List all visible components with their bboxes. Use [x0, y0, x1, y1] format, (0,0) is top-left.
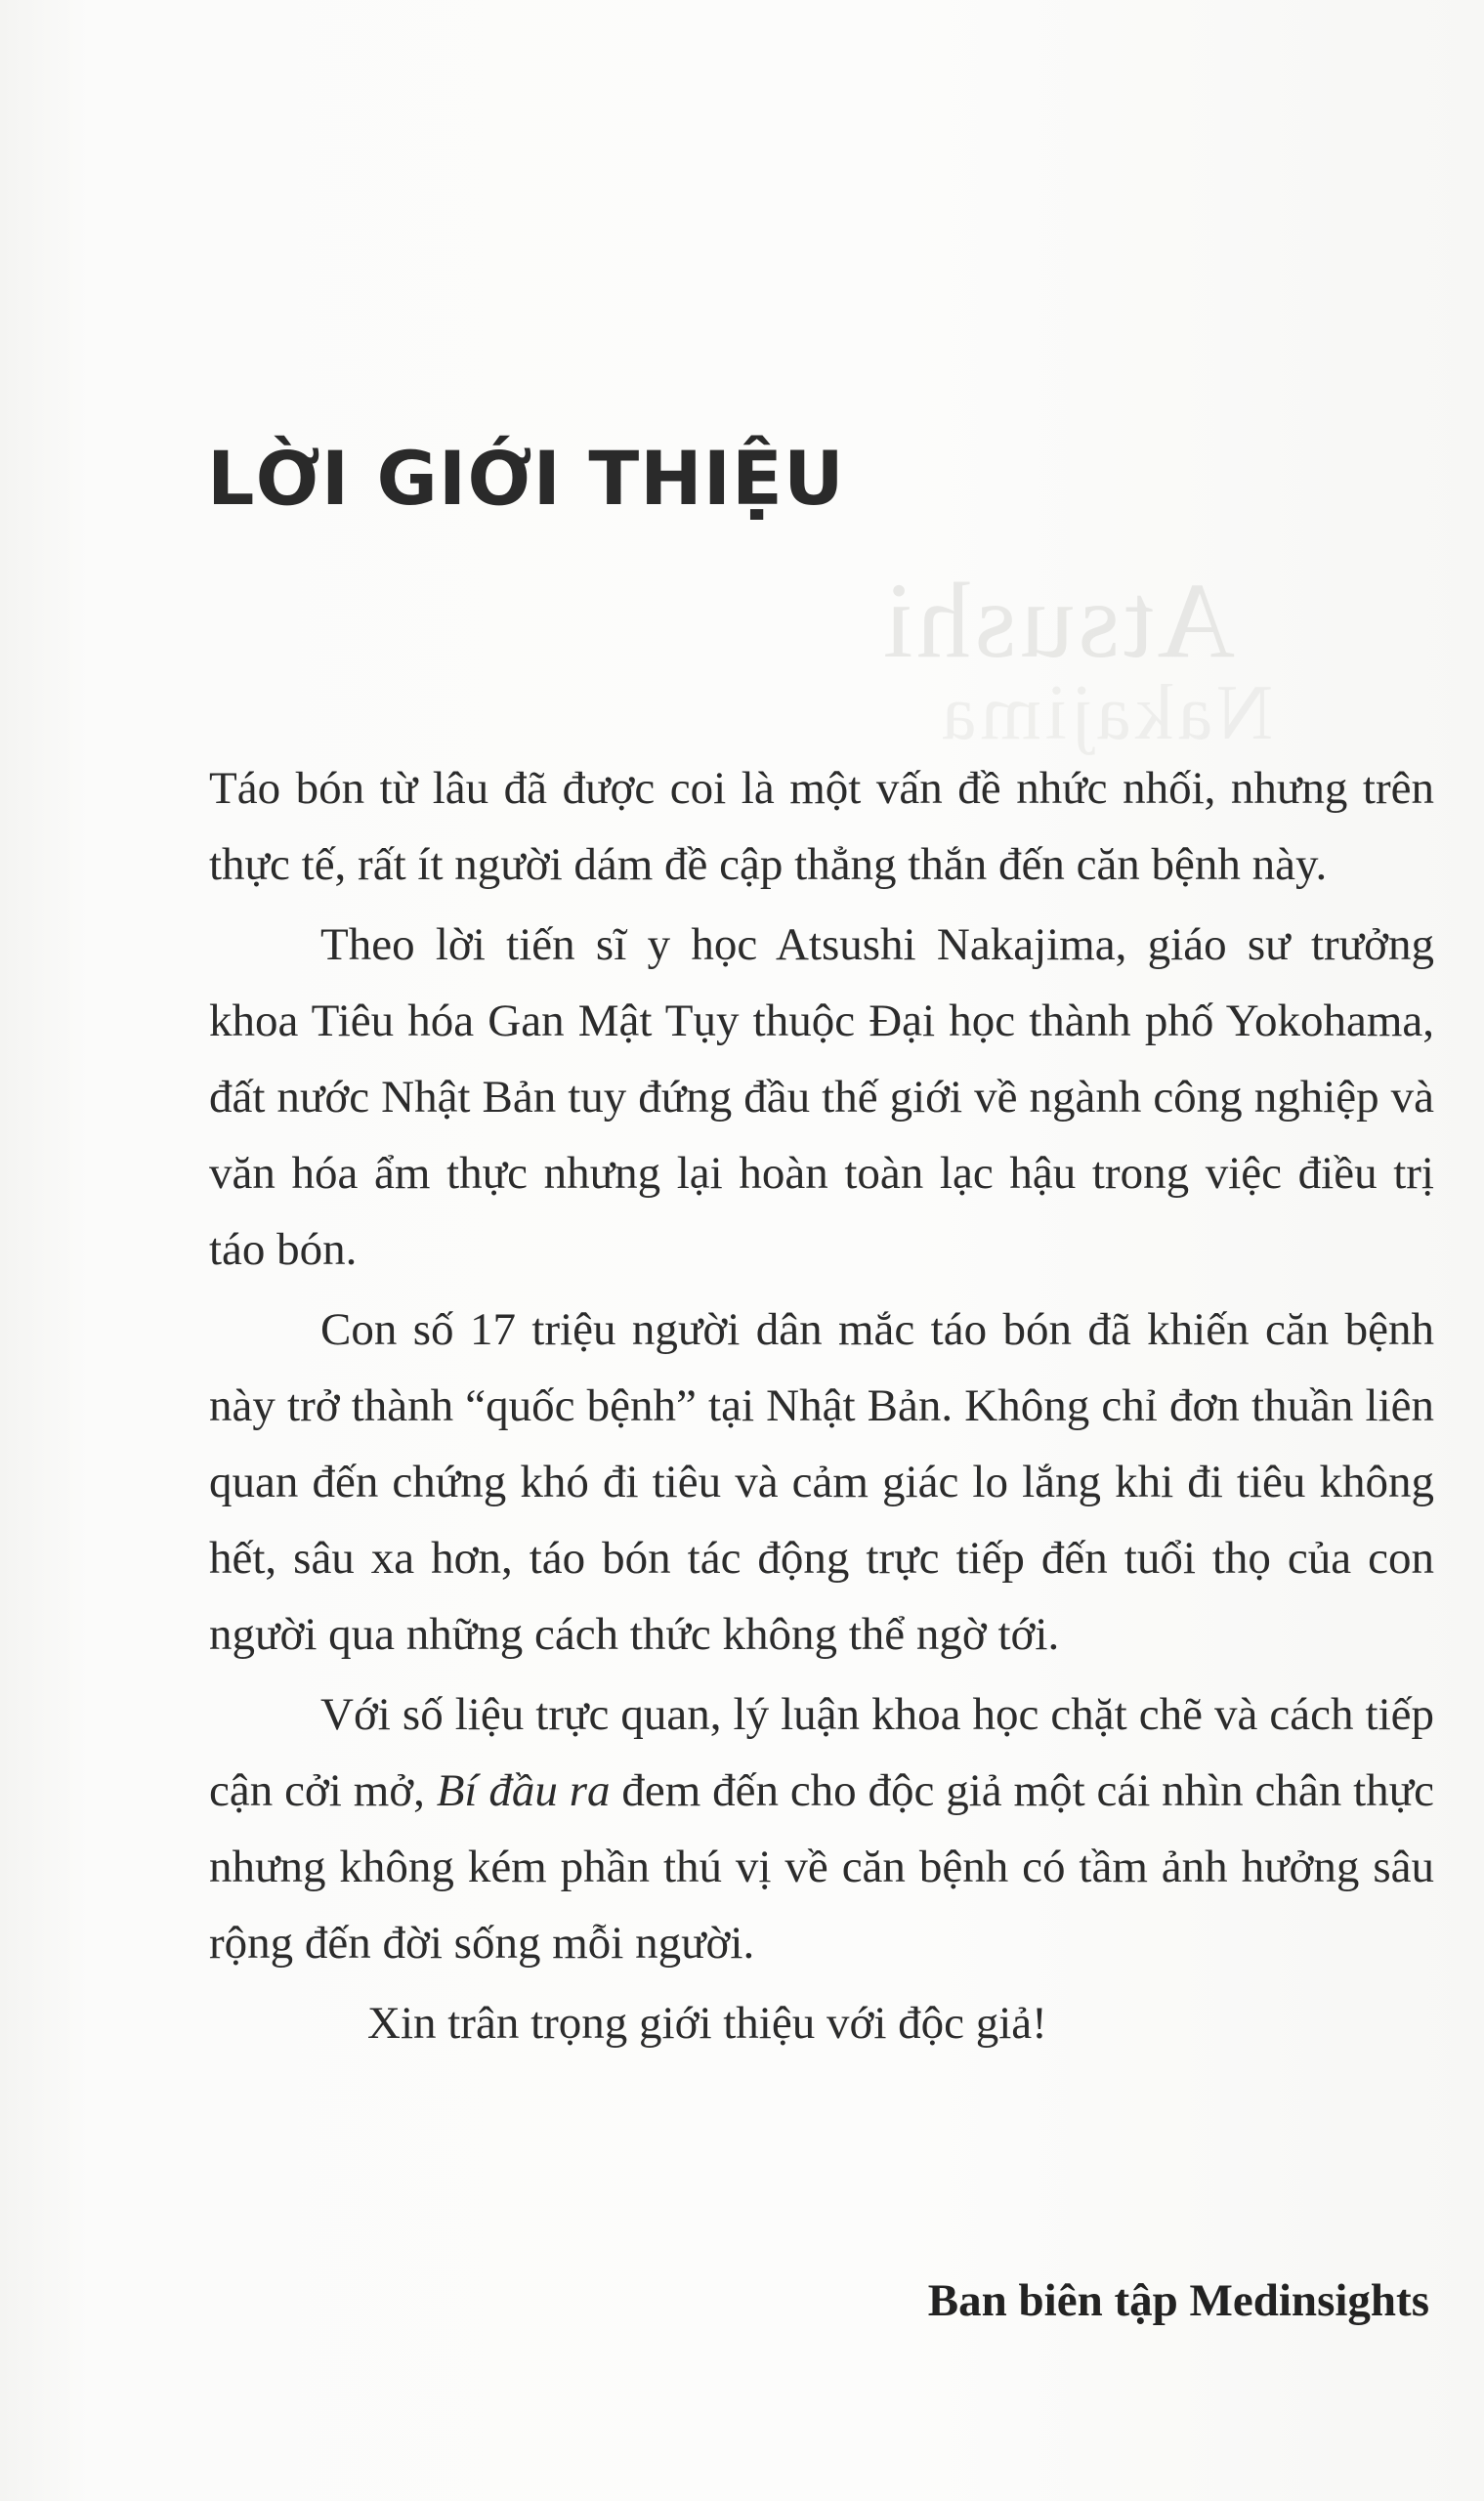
- page-title: LỜI GIỚI THIỆU: [207, 435, 845, 522]
- paragraph-4: [209, 1676, 1434, 1981]
- closing-line: Xin trân trọng giới thiệu với độc giả!: [367, 1998, 1047, 2049]
- book-title: Bí đầu ra: [436, 1765, 611, 1816]
- paragraph-3: Con số 17 triệu người dân mắc táo bón đã khiến căn bệnh này trở thành “quốc bệnh” tại Nhật Bản. Không chỉ đơn thuần liên quan đến chứng khó đi tiêu và cảm giác lo lắng khi đi tiêu không hết, sâu xa hơn, táo bón tác động trực tiếp đến tuổi thọ của con người qua những cách thức không thể ngờ tới.: [209, 1304, 1434, 1660]
- signature: Ban biên tập Medinsights: [927, 2275, 1429, 2326]
- paragraph-4-before: Với số liệu trực quan, lý luận khoa học chặt chẽ và cách tiếp cận cởi mở,: [209, 1689, 1434, 1816]
- introduction-body: [209, 750, 1434, 2065]
- show-through-text-2: Nakajima: [938, 670, 1273, 756]
- paragraph-1: Táo bón từ lâu đã được coi là một vấn đề nhức nhối, nhưng trên thực tế, rất ít người dám đề cập thẳng thắn đến căn bệnh này.: [209, 763, 1434, 890]
- show-through-text: Atsushi: [879, 561, 1236, 680]
- paragraph-4-after: đem đến cho độc giả một cái nhìn chân thực nhưng không kém phần thú vị về căn bệnh có tầm ảnh hưởng sâu rộng đến đời sống mỗi người.: [209, 1765, 1434, 1969]
- paragraph-2: Theo lời tiến sĩ y học Atsushi Nakajima, giáo sư trưởng khoa Tiêu hóa Gan Mật Tụy thuộc Đại học thành phố Yokohama, đất nước Nhật Bản tuy đứng đầu thế giới về ngành công nghiệp và văn hóa ẩm thực nhưng lại hoàn toàn lạc hậu trong việc điều trị táo bón.: [209, 919, 1434, 1275]
